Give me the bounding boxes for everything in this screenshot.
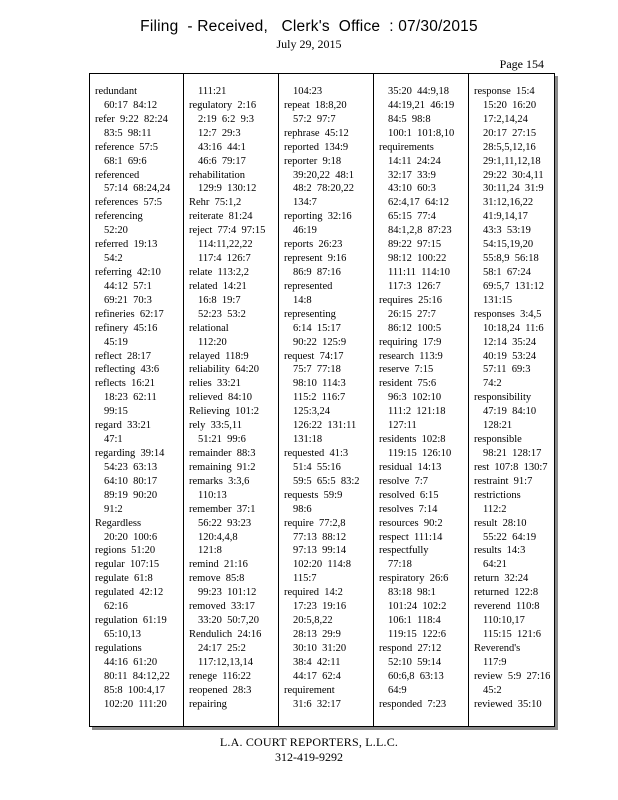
- index-entry-refs: 112:2: [483, 503, 507, 515]
- index-entry-refs: 126:22 131:11: [293, 420, 357, 432]
- index-entry-refs: 57:2 97:7: [293, 113, 336, 125]
- index-entry-refs: 114:11,22,22: [198, 239, 253, 251]
- index-entry-refs: 47:1: [104, 434, 123, 446]
- index-entry-refs: 128:21: [483, 420, 513, 432]
- index-entry-term: representing: [284, 308, 336, 320]
- index-entry-refs: 55:22 64:19: [483, 531, 537, 543]
- index-entry-term: reflects 16:21: [95, 378, 156, 390]
- index-entry-term: relieved 84:10: [189, 392, 252, 404]
- index-entry-term: reporting 32:16: [284, 211, 352, 223]
- index-entry-term: rephrase 45:12: [284, 127, 349, 139]
- index-entry-refs: 91:2: [104, 503, 123, 515]
- index-entry-term: residents 102:8: [379, 434, 446, 446]
- index-entry-term: relies 33:21: [189, 378, 241, 390]
- index-entry-refs: 69:5,7 131:12: [483, 280, 544, 292]
- index-entry-refs: 101:24 102:2: [388, 601, 447, 613]
- index-entry-term: resolve 7:7: [379, 475, 428, 487]
- index-entry-refs: 39:20,22 48:1: [293, 169, 354, 181]
- index-entry-term: response 15:4: [474, 86, 535, 97]
- index-entry-term: restrictions: [474, 489, 521, 501]
- index-column-3: [278, 74, 373, 726]
- index-entry-term: remarks 3:3,6: [189, 475, 250, 487]
- index-entry-term: result 28:10: [474, 517, 527, 529]
- index-entry-refs: 110:13: [198, 489, 227, 501]
- index-entry-refs: 99:15: [104, 406, 128, 418]
- index-entry-refs: 77:18: [388, 559, 412, 571]
- index-entry-refs: 15:20 16:20: [483, 99, 537, 111]
- index-entry-term: regulations: [95, 642, 142, 654]
- index-entry-refs: 117:9: [483, 656, 507, 668]
- index-entry-term: referencing: [95, 211, 143, 223]
- index-entry-term: repairing: [189, 698, 227, 710]
- index-entry-term: related 14:21: [189, 280, 247, 292]
- index-entry-refs: 43:16 44:1: [198, 141, 246, 153]
- index-entry-refs: 98:21 128:17: [483, 447, 542, 459]
- index-entry-refs: 98:12 100:22: [388, 253, 447, 265]
- filing-stamp: Filing - Received, Clerk's Office : 07/30/2015: [140, 18, 478, 35]
- index-entry-term: remaining 91:2: [189, 461, 256, 473]
- index-entry-refs: 68:1 69:6: [104, 155, 147, 167]
- reporter-firm: L.A. COURT REPORTERS, L.L.C.: [219, 735, 399, 749]
- index-entry-refs: 121:8: [198, 545, 222, 557]
- index-entry-refs: 10:18,24 11:6: [483, 322, 544, 334]
- index-entry-refs: 12:7 29:3: [198, 127, 241, 139]
- index-entry-term: relayed 118:9: [189, 350, 249, 362]
- index-entry-term: requirements: [379, 141, 434, 153]
- index-entry-term: represented: [284, 280, 333, 292]
- index-entry-refs: 18:23 62:11: [104, 392, 157, 404]
- index-entry-refs: 127:11: [388, 420, 417, 432]
- index-entry-refs: 77:13 88:12: [293, 531, 347, 543]
- index-entry-refs: 102:20 114:8: [293, 559, 351, 571]
- index-entry-term: Relieving 101:2: [189, 406, 259, 418]
- index-entry-refs: 119:15 122:6: [388, 628, 446, 640]
- index-entry-refs: 98:10 114:3: [293, 378, 346, 390]
- index-entry-refs: 85:8 100:4,17: [104, 684, 165, 696]
- index-entry-refs: 57:11 69:3: [483, 364, 531, 376]
- index-entry-term: responsible: [474, 434, 522, 446]
- index-column-1: [90, 74, 183, 726]
- index-entry-term: represent 9:16: [284, 253, 347, 265]
- index-entry-refs: 57:14 68:24,24: [104, 183, 171, 195]
- index-entry-refs: 31:12,16,22: [483, 197, 534, 209]
- index-entry-refs: 48:2 78:20,22: [293, 183, 354, 195]
- index-entry-term: Rendulich 24:16: [189, 628, 262, 640]
- index-entry-term: regulated 42:12: [95, 587, 164, 599]
- index-entry-refs: 38:4 42:11: [293, 656, 341, 668]
- index-entry-term: refer 9:22 82:24: [95, 113, 168, 125]
- index-entry-term: requirement: [284, 684, 335, 696]
- index-entry-refs: 17:2,14,24: [483, 113, 528, 125]
- index-entry-refs: 80:11 84:12,22: [104, 670, 170, 682]
- index-entry-refs: 62:16: [104, 601, 128, 613]
- index-entry-refs: 24:17 25:2: [198, 642, 246, 654]
- index-entry-refs: 2:19 6:2 9:3: [198, 113, 255, 125]
- index-entry-term: resources 90:2: [379, 517, 443, 529]
- index-entry-refs: 125:3,24: [293, 406, 331, 418]
- index-entry-refs: 104:23: [293, 86, 323, 97]
- index-entry-refs: 43:10 60:3: [388, 183, 436, 195]
- index-entry-term: references 57:5: [95, 197, 163, 209]
- index-column-5: [468, 74, 554, 726]
- index-entry-refs: 29:1,11,12,18: [483, 155, 541, 167]
- index-entry-refs: 106:1 118:4: [388, 615, 441, 627]
- index-entry-term: returned 122:8: [474, 587, 539, 599]
- index-entry-refs: 46:19: [293, 225, 317, 237]
- index-entry-refs: 86:12 100:5: [388, 322, 442, 334]
- index-entry-refs: 97:13 99:14: [293, 545, 347, 557]
- index-entry-refs: 28:5,5,12,16: [483, 141, 536, 153]
- index-entry-term: regular 107:15: [95, 559, 160, 571]
- index-entry-refs: 32:17 33:9: [388, 169, 436, 181]
- index-entry-term: referring 42:10: [95, 266, 161, 278]
- index-entry-refs: 44:12 57:1: [104, 280, 152, 292]
- index-entry-refs: 54:2: [104, 253, 123, 265]
- index-entry-refs: 56:22 93:23: [198, 517, 252, 529]
- index-column-4: [373, 74, 468, 726]
- index-entry-refs: 44:19,21 46:19: [388, 99, 455, 111]
- index-entry-term: respond 27:12: [379, 642, 442, 654]
- index-entry-refs: 59:5 65:5 83:2: [293, 475, 360, 487]
- index-entry-refs: 31:6 32:17: [293, 698, 341, 710]
- index-entry-refs: 52:10 59:14: [388, 656, 442, 668]
- index-entry-refs: 83:5 98:11: [104, 127, 152, 139]
- index-entry-term: reflecting 43:6: [95, 364, 160, 376]
- index-entry-refs: 54:15,19,20: [483, 239, 534, 251]
- index-entry-refs: 51:4 55:16: [293, 461, 341, 473]
- index-entry-term: reopened 28:3: [189, 684, 252, 696]
- index-entry-refs: 26:15 27:7: [388, 308, 436, 320]
- index-entry-refs: 43:3 53:19: [483, 225, 531, 237]
- index-entry-refs: 40:19 53:24: [483, 350, 537, 362]
- index-entry-term: residual 14:13: [379, 461, 442, 473]
- index-entry-term: renege 116:22: [189, 670, 252, 682]
- index-entry-refs: 29:22 30:4,11: [483, 169, 544, 181]
- index-entry-refs: 74:2: [483, 378, 502, 390]
- index-entry-term: regulation 61:19: [95, 615, 167, 627]
- index-entry-term: respectfully: [379, 545, 429, 557]
- index-entry-refs: 131:18: [293, 434, 323, 446]
- index-entry-term: rely 33:5,11: [189, 420, 242, 432]
- index-entry-term: referred 19:13: [95, 239, 158, 251]
- index-entry-refs: 89:19 90:20: [104, 489, 158, 501]
- index-entry-term: repeat 18:8,20: [284, 99, 347, 111]
- index-entry-refs: 41:9,14,17: [483, 211, 528, 223]
- index-entry-refs: 99:23 101:12: [198, 587, 257, 599]
- index-entry-term: request 74:17: [284, 350, 344, 362]
- index-entry-refs: 20:17 27:15: [483, 127, 537, 139]
- index-entry-term: remove 85:8: [189, 573, 245, 585]
- index-entry-term: require 77:2,8: [284, 517, 346, 529]
- index-entry-refs: 64:21: [483, 559, 507, 571]
- index-entry-term: resident 75:6: [379, 378, 437, 390]
- index-entry-refs: 111:21: [198, 86, 227, 97]
- index-entry-refs: 52:23 53:2: [198, 308, 246, 320]
- index-entry-term: remainder 88:3: [189, 447, 256, 459]
- index-entry-refs: 120:4,4,8: [198, 531, 238, 543]
- index-entry-refs: 96:3 102:10: [388, 392, 442, 404]
- index-entry-refs: 20:20 100:6: [104, 531, 158, 543]
- index-entry-refs: 131:15: [483, 294, 513, 306]
- index-entry-term: restraint 91:7: [474, 475, 533, 487]
- index-entry-term: research 113:9: [379, 350, 443, 362]
- index-entry-refs: 102:20 111:20: [104, 698, 167, 710]
- index-entry-refs: 45:2: [483, 684, 502, 696]
- index-entry-term: requiring 17:9: [379, 336, 442, 348]
- index-entry-refs: 35:20 44:9,18: [388, 86, 449, 97]
- word-index-frame: [89, 73, 555, 727]
- index-entry-term: Regardless: [95, 517, 142, 529]
- index-entry-refs: 65:15 77:4: [388, 211, 436, 223]
- index-entry-refs: 55:8,9 56:18: [483, 253, 539, 265]
- index-entry-refs: 14:8: [293, 294, 312, 306]
- index-entry-term: resolves 7:14: [379, 503, 438, 515]
- index-entry-term: removed 33:17: [189, 601, 255, 613]
- index-entry-term: return 32:24: [474, 573, 529, 585]
- index-entry-term: reiterate 81:24: [189, 211, 253, 223]
- index-entry-term: refinery 45:16: [95, 322, 158, 334]
- index-entry-term: regulate 61:8: [95, 573, 153, 585]
- index-entry-term: redundant: [95, 86, 137, 97]
- index-entry-term: reverend 110:8: [474, 601, 540, 613]
- index-entry-refs: 110:10,17: [483, 615, 525, 627]
- index-entry-refs: 46:6 79:17: [198, 155, 246, 167]
- index-entry-refs: 115:2 116:7: [293, 392, 346, 404]
- index-entry-refs: 119:15 126:10: [388, 447, 452, 459]
- index-entry-term: regard 33:21: [95, 420, 151, 432]
- index-entry-refs: 28:13 29:9: [293, 628, 341, 640]
- index-entry-refs: 69:21 70:3: [104, 294, 152, 306]
- index-entry-refs: 6:14 15:17: [293, 322, 341, 334]
- document-date: July 29, 2015: [276, 37, 342, 51]
- index-entry-term: results 14:3: [474, 545, 526, 557]
- index-entry-refs: 64:9: [388, 684, 407, 696]
- index-entry-refs: 14:11 24:24: [388, 155, 441, 167]
- index-entry-refs: 44:17 62:4: [293, 670, 341, 682]
- index-entry-refs: 111:11 114:10: [388, 266, 451, 278]
- index-entry-term: respiratory 26:6: [379, 573, 449, 585]
- index-entry-term: respect 111:14: [379, 531, 443, 543]
- index-entry-term: regulatory 2:16: [189, 99, 257, 111]
- index-entry-term: review 5:9 27:16: [474, 670, 551, 682]
- index-entry-term: reliability 64:20: [189, 364, 259, 376]
- index-entry-term: referenced: [95, 169, 140, 181]
- index-entry-term: reject 77:4 97:15: [189, 225, 266, 237]
- index-entry-refs: 20:5,8,22: [293, 615, 333, 627]
- index-entry-term: refineries 62:17: [95, 308, 164, 320]
- page-number: Page 154: [499, 57, 544, 71]
- index-entry-refs: 60:6,8 63:13: [388, 670, 444, 682]
- index-entry-refs: 17:23 19:16: [293, 601, 347, 613]
- index-entry-refs: 33:20 50:7,20: [198, 615, 259, 627]
- index-entry-term: regions 51:20: [95, 545, 156, 557]
- index-entry-term: remember 37:1: [189, 503, 256, 515]
- index-entry-refs: 47:19 84:10: [483, 406, 537, 418]
- index-entry-term: reports 26:23: [284, 239, 343, 251]
- index-entry-term: relate 113:2,2: [189, 266, 249, 278]
- index-entry-term: remind 21:16: [189, 559, 248, 571]
- index-entry-refs: 117:12,13,14: [198, 656, 254, 668]
- index-entry-term: reported 134:9: [284, 141, 349, 153]
- index-entry-term: relational: [189, 322, 229, 334]
- index-entry-term: resolved 6:15: [379, 489, 439, 501]
- index-entry-refs: 62:4,17 64:12: [388, 197, 449, 209]
- index-entry-term: requests 59:9: [284, 489, 343, 501]
- index-entry-refs: 100:1 101:8,10: [388, 127, 455, 139]
- index-entry-refs: 84:1,2,8 87:23: [388, 225, 452, 237]
- index-entry-term: reporter 9:18: [284, 155, 342, 167]
- index-entry-refs: 64:10 80:17: [104, 475, 158, 487]
- reporter-phone: 312-419-9292: [275, 750, 343, 764]
- index-entry-term: required 14:2: [284, 587, 343, 599]
- index-entry-refs: 89:22 97:15: [388, 239, 442, 251]
- index-entry-term: responded 7:23: [379, 698, 447, 710]
- index-entry-refs: 75:7 77:18: [293, 364, 341, 376]
- index-entry-refs: 112:20: [198, 336, 227, 348]
- index-column-2: [183, 74, 278, 726]
- index-entry-term: reflect 28:17: [95, 350, 151, 362]
- index-entry-term: responsibility: [474, 392, 532, 404]
- index-entry-term: Rehr 75:1,2: [189, 197, 242, 209]
- index-entry-refs: 30:11,24 31:9: [483, 183, 544, 195]
- index-entry-refs: 51:21 99:6: [198, 434, 246, 446]
- index-entry-term: reference 57:5: [95, 141, 158, 153]
- index-entry-refs: 129:9 130:12: [198, 183, 257, 195]
- index-entry-term: responses 3:4,5: [474, 308, 542, 320]
- index-entry-refs: 52:20: [104, 225, 128, 237]
- index-entry-refs: 117:3 126:7: [388, 280, 441, 292]
- index-entry-term: reviewed 35:10: [474, 698, 542, 710]
- index-entry-term: rehabilitation: [189, 169, 245, 181]
- index-entry-refs: 45:19: [104, 336, 128, 348]
- index-entry-term: regarding 39:14: [95, 447, 165, 459]
- index-entry-refs: 58:1 67:24: [483, 266, 531, 278]
- index-entry-refs: 90:22 125:9: [293, 336, 347, 348]
- index-entry-refs: 30:10 31:20: [293, 642, 347, 654]
- index-entry-refs: 117:4 126:7: [198, 253, 251, 265]
- index-entry-refs: 111:2 121:18: [388, 406, 446, 418]
- index-entry-term: reserve 7:15: [379, 364, 434, 376]
- index-entry-refs: 86:9 87:16: [293, 266, 341, 278]
- index-entry-refs: 65:10,13: [104, 628, 142, 640]
- index-entry-refs: 84:5 98:8: [388, 113, 431, 125]
- index-entry-refs: 16:8 19:7: [198, 294, 241, 306]
- index-entry-refs: 12:14 35:24: [483, 336, 537, 348]
- index-entry-refs: 115:7: [293, 573, 317, 585]
- index-entry-refs: 83:18 98:1: [388, 587, 436, 599]
- index-entry-refs: 54:23 63:13: [104, 461, 158, 473]
- index-entry-refs: 98:6: [293, 503, 312, 515]
- index-entry-term: requires 25:16: [379, 294, 442, 306]
- index-entry-term: Reverend's: [474, 642, 521, 654]
- index-entry-refs: 44:16 61:20: [104, 656, 158, 668]
- index-entry-refs: 115:15 121:6: [483, 628, 541, 640]
- index-entry-refs: 134:7: [293, 197, 317, 209]
- index-entry-refs: 60:17 84:12: [104, 99, 158, 111]
- index-entry-term: requested 41:3: [284, 447, 349, 459]
- index-entry-term: rest 107:8 130:7: [474, 461, 548, 473]
